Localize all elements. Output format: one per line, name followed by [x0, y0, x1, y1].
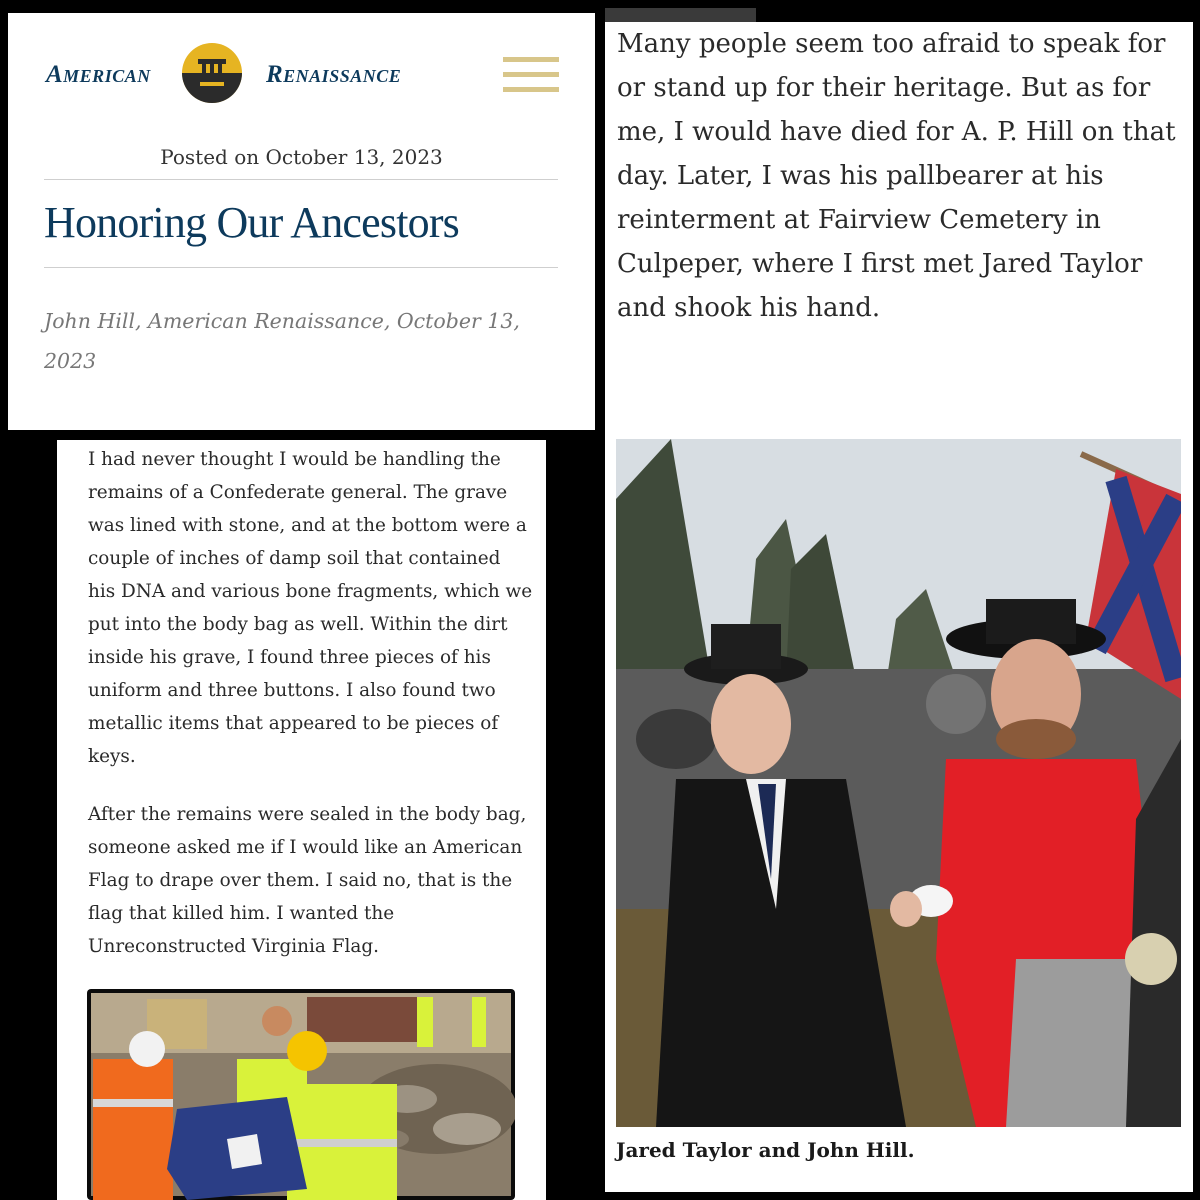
handshake-scene-image	[616, 439, 1181, 1127]
byline: John Hill, American Renaissance, October 13, 2023	[44, 309, 520, 373]
excavation-scene-image	[87, 989, 515, 1200]
column-emblem-icon	[180, 41, 244, 105]
site-logo[interactable]	[46, 41, 416, 105]
posted-date: Posted on October 13, 2023	[160, 145, 443, 169]
handshake-photo	[616, 439, 1181, 1127]
logo-text-renaissance: Renaissance	[266, 61, 402, 88]
left-article-card	[57, 440, 546, 1200]
photo-caption: Jared Taylor and John Hill.	[616, 1138, 915, 1162]
divider	[44, 179, 558, 180]
page-title: Honoring Our Ancestors	[44, 198, 460, 247]
right-article-card	[605, 22, 1193, 1192]
article-paragraph: After the remains were sealed in the body bag, someone asked me if I would like an American Flag to drape over them. I said no, that is the flag that killed him. I wanted the Unreconstructed Virginia Flag.	[88, 804, 527, 957]
article-paragraph: I had never thought I would be handling the remains of a Confederate general. The grave was lined with stone, and at the bottom were a couple of inches of damp soil that contained his DNA and various bone fragments, which we put into the body bag as well. Within the dirt inside his grave, I found three pieces of his uniform and three buttons. I also found two metallic items that appeared to be pieces of keys.	[88, 449, 533, 767]
tab-strip	[605, 8, 756, 22]
logo-text-american: American	[46, 61, 151, 88]
divider	[44, 267, 558, 268]
article-header-card	[8, 13, 595, 430]
article-paragraph: Many people seem too afraid to speak for or stand up for their heritage. But as for me, I would have died for A. P. Hill on that day. Later, I was his pallbearer at his reinterment at Fairview Cemetery in Culpeper, where I first met Jared Taylor and shook his hand.	[617, 29, 1176, 323]
excavation-photo	[87, 989, 515, 1200]
hamburger-menu-icon[interactable]	[503, 57, 559, 93]
